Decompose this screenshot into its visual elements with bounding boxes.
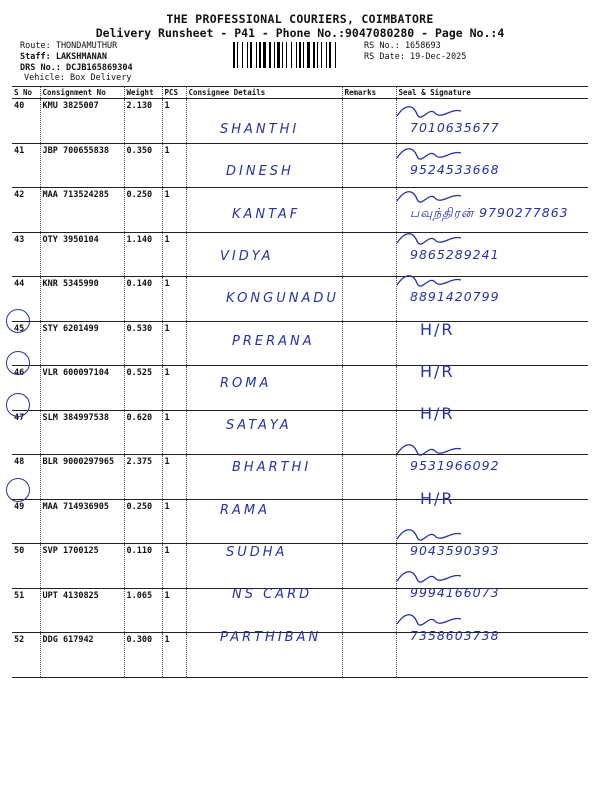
cell-consignee — [186, 499, 342, 544]
cell-pcs: 1 — [162, 499, 186, 544]
cell-weight: 1.140 — [124, 232, 162, 277]
cell-signature — [396, 633, 588, 678]
col-remarks: Remarks — [342, 87, 396, 99]
cell-remarks — [342, 321, 396, 366]
table-row — [12, 455, 588, 500]
consignee-handwritten: KANTAF — [232, 206, 301, 222]
barcode-bar — [296, 42, 297, 68]
cell-sno: 45 — [12, 321, 40, 366]
route-label: Route: THONDAMUTHUR — [20, 41, 118, 51]
cell-remarks — [342, 455, 396, 500]
col-signature: Seal & Signature — [396, 87, 588, 99]
cell-pcs: 1 — [162, 232, 186, 277]
barcode-bar — [237, 42, 238, 68]
consignee-handwritten: PARTHIBAN — [220, 629, 322, 645]
signature-scribble — [395, 102, 465, 120]
cell-consignment: SVP 1700125 — [40, 544, 124, 589]
barcode-bar — [269, 42, 271, 68]
cell-weight: 0.250 — [124, 499, 162, 544]
cell-consignment: SLM 384997538 — [40, 410, 124, 455]
rs-number: RS No.: 1658693 — [364, 41, 441, 51]
cell-remarks — [342, 277, 396, 322]
barcode-bar — [299, 42, 301, 68]
rs-date: RS Date: 19-Dec-2025 — [364, 52, 467, 62]
table-row — [12, 99, 588, 144]
consignee-handwritten: KONGUNADU — [226, 291, 339, 307]
cell-weight: 0.250 — [124, 188, 162, 233]
consignee-handwritten: DINESH — [226, 164, 294, 180]
table-row — [12, 321, 588, 366]
barcode-bar — [282, 42, 283, 68]
cell-pcs: 1 — [162, 277, 186, 322]
cell-sno: 40 — [12, 99, 40, 144]
cell-remarks — [342, 366, 396, 411]
cell-remarks — [342, 143, 396, 188]
cell-consignee — [186, 366, 342, 411]
col-consignee: Consignee Details — [186, 87, 342, 99]
vehicle-label: Vehicle: Box Delivery — [24, 73, 132, 83]
signature-handwritten: 9043590393 — [410, 543, 500, 558]
circled-row-mark — [6, 309, 30, 333]
cell-consignee — [186, 99, 342, 144]
cell-weight: 0.110 — [124, 544, 162, 589]
cell-consignment: VLR 600097104 — [40, 366, 124, 411]
signature-handwritten: H/R — [420, 319, 455, 339]
staff-label: Staff: LAKSHMANAN — [20, 52, 107, 62]
drs-number: DRS No.: DCJB165869304 — [20, 63, 133, 73]
cell-weight: 0.140 — [124, 277, 162, 322]
signature-handwritten: 9524533668 — [410, 162, 500, 178]
barcode-bar — [303, 42, 304, 68]
barcode-bar — [286, 42, 287, 68]
barcode-bar — [242, 42, 243, 68]
cell-sno: 42 — [12, 188, 40, 233]
consignee-handwritten: BHARTHI — [232, 460, 312, 476]
consignee-handwritten: RAMA — [220, 502, 271, 518]
barcode-bar — [326, 42, 327, 68]
cell-consignment: STY 6201499 — [40, 321, 124, 366]
cell-consignment: UPT 4130825 — [40, 588, 124, 633]
cell-consignment: DDG 617942 — [40, 633, 124, 678]
col-sno: S No — [12, 87, 40, 99]
cell-consignee — [186, 277, 342, 322]
cell-consignee — [186, 232, 342, 277]
col-consignment: Consignment No — [40, 87, 124, 99]
barcode-bar — [317, 42, 318, 68]
consignee-handwritten: SATAYA — [226, 418, 292, 434]
signature-handwritten: 8891420799 — [410, 289, 500, 305]
cell-remarks — [342, 544, 396, 589]
barcode-bar — [313, 42, 315, 68]
table-row — [12, 410, 588, 455]
cell-signature — [396, 321, 588, 366]
cell-weight: 1.065 — [124, 588, 162, 633]
table-row — [12, 188, 588, 233]
signature-handwritten: H/R — [420, 488, 455, 508]
cell-sno: 44 — [12, 277, 40, 322]
cell-weight: 2.375 — [124, 455, 162, 500]
cell-sno: 41 — [12, 143, 40, 188]
cell-remarks — [342, 410, 396, 455]
signature-scribble — [395, 567, 465, 585]
cell-pcs: 1 — [162, 321, 186, 366]
signature-scribble — [395, 187, 465, 205]
table-row — [12, 544, 588, 589]
barcode-bar — [263, 42, 266, 68]
signature-handwritten: பவுந்திரன் 9790277863 — [410, 204, 569, 220]
signature-handwritten: 7010635677 — [410, 120, 500, 135]
cell-consignee — [186, 588, 342, 633]
cell-consignment: MAA 713524285 — [40, 188, 124, 233]
cell-consignee — [186, 455, 342, 500]
cell-consignee — [186, 410, 342, 455]
cell-consignment: BLR 9000297965 — [40, 455, 124, 500]
barcode-bar — [307, 42, 310, 68]
table-row — [12, 277, 588, 322]
barcode-bar — [274, 42, 275, 68]
cell-consignment: KMU 3825007 — [40, 99, 124, 144]
runsheet-table — [12, 86, 588, 678]
consignee-handwritten: NS CARD — [232, 587, 313, 603]
barcode-bar — [250, 42, 252, 68]
signature-handwritten: 9865289241 — [410, 246, 500, 262]
cell-pcs: 1 — [162, 633, 186, 678]
cell-weight: 0.620 — [124, 410, 162, 455]
cell-consignment: OTY 3950104 — [40, 232, 124, 277]
barcode-bar — [335, 42, 336, 68]
consignee-handwritten: VIDYA — [220, 248, 274, 264]
col-weight: Weight — [124, 87, 162, 99]
signature-scribble — [395, 610, 465, 628]
circled-row-mark — [6, 478, 30, 502]
cell-remarks — [342, 499, 396, 544]
cell-pcs: 1 — [162, 455, 186, 500]
consignee-handwritten: SUDHA — [226, 545, 288, 560]
cell-remarks — [342, 633, 396, 678]
barcode-bar — [233, 42, 235, 68]
consignee-handwritten: PRERANA — [232, 333, 315, 349]
barcode-bar — [329, 42, 331, 68]
cell-consignee — [186, 544, 342, 589]
table-row — [12, 366, 588, 411]
table-row — [12, 499, 588, 544]
barcode — [233, 42, 359, 68]
signature-handwritten: H/R — [420, 404, 455, 424]
cell-pcs: 1 — [162, 366, 186, 411]
signature-handwritten: H/R — [420, 361, 455, 381]
consignee-handwritten: ROMA — [220, 375, 272, 391]
cell-sno: 43 — [12, 232, 40, 277]
signature-handwritten: 9994166073 — [410, 585, 500, 601]
circled-row-mark — [6, 351, 30, 375]
barcode-bar — [247, 42, 248, 68]
cell-weight: 0.350 — [124, 143, 162, 188]
table-row — [12, 232, 588, 277]
cell-consignment: MAA 714936905 — [40, 499, 124, 544]
signature-scribble — [395, 229, 465, 247]
cell-consignment: JBP 700655838 — [40, 143, 124, 188]
cell-remarks — [342, 99, 396, 144]
table-header — [12, 87, 588, 99]
cell-weight: 0.300 — [124, 633, 162, 678]
signature-scribble — [395, 525, 465, 543]
cell-sno: 49 — [12, 499, 40, 544]
cell-signature — [396, 455, 588, 500]
runsheet-subtitle: Delivery Runsheet - P41 - Phone No.:9047080280 - Page No.:4 — [95, 26, 505, 40]
cell-remarks — [342, 232, 396, 277]
table-row — [12, 143, 588, 188]
barcode-bar — [321, 42, 322, 68]
signature-scribble — [395, 271, 465, 289]
signature-scribble — [395, 144, 465, 162]
cell-sno: 50 — [12, 544, 40, 589]
barcode-bar — [256, 42, 257, 68]
col-pcs: PCS — [162, 87, 186, 99]
cell-weight: 2.130 — [124, 99, 162, 144]
signature-handwritten: 9531966092 — [410, 458, 500, 474]
barcode-bar — [291, 42, 292, 68]
cell-sno: 48 — [12, 455, 40, 500]
cell-pcs: 1 — [162, 410, 186, 455]
barcode-bar — [259, 42, 261, 68]
cell-pcs: 1 — [162, 544, 186, 589]
cell-sno: 47 — [12, 410, 40, 455]
barcode-bar — [277, 42, 280, 68]
cell-weight: 0.525 — [124, 366, 162, 411]
cell-signature — [396, 366, 588, 411]
company-title: THE PROFESSIONAL COURIERS, COIMBATORE — [166, 12, 434, 26]
cell-pcs: 1 — [162, 188, 186, 233]
circled-row-mark — [6, 393, 30, 417]
cell-consignment: KNR 5345990 — [40, 277, 124, 322]
cell-consignee — [186, 321, 342, 366]
cell-weight: 0.530 — [124, 321, 162, 366]
signature-scribble — [395, 440, 465, 458]
cell-pcs: 1 — [162, 143, 186, 188]
table-row — [12, 588, 588, 633]
cell-sno: 52 — [12, 633, 40, 678]
cell-consignee — [186, 188, 342, 233]
consignee-handwritten: SHANTHI — [220, 122, 300, 137]
cell-remarks — [342, 188, 396, 233]
cell-pcs: 1 — [162, 99, 186, 144]
cell-pcs: 1 — [162, 588, 186, 633]
table-row — [12, 633, 588, 678]
cell-sno: 51 — [12, 588, 40, 633]
signature-handwritten: 7358603738 — [410, 627, 500, 643]
cell-consignee — [186, 143, 342, 188]
cell-sno: 46 — [12, 366, 40, 411]
cell-remarks — [342, 588, 396, 633]
cell-consignee — [186, 633, 342, 678]
